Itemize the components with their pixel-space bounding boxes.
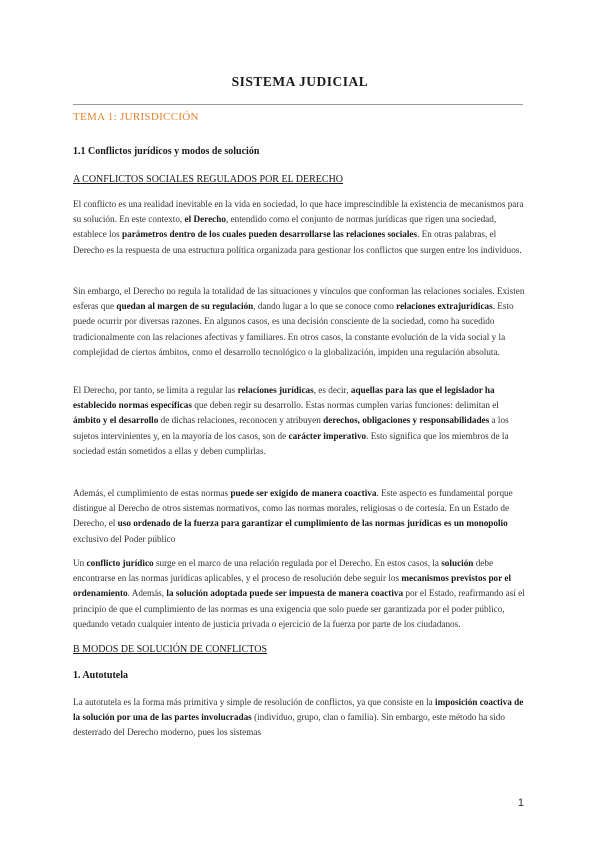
paragraph-5: Un conflicto jurídico surge en el marco de una relación regulada por el Derecho. En estos casos, la solución debe encontrarse en las normas jurídicas aplicables, y el proceso de resolución debe seguir los mecanismos previstos por el ordenamiento. Además, la solución adoptada puede ser impuesta de manera coactiva por el Estado, reafirmando así el principio de que el cumplimiento de las normas es una exigencia que solo puede ser garantizada por el poder público, quedando vetado cualquier intento de justicia privada o ejercicio de la fuerza por parte de los ciudadanos. <box>73 558 525 629</box>
section-heading-a: A CONFLICTOS SOCIALES REGULADOS POR EL DERECHO <box>73 174 344 185</box>
paragraph-3: El Derecho, por tanto, se limita a regular las relaciones jurídicas, es decir, aquellas para las que el legislador ha establecido normas específicas que deben regir su desarrollo. Estas normas cumplen varias funciones: delimitan el ámbito y el desarrollo de dichas relaciones, reconocen y atribuyen derechos, obligaciones y responsabilidades a los sujetos intervinientes y, en la mayoría de los casos, son de carácter imperativo. Esto significa que los miembros de la sociedad están sometidos a ellas y deben cumplirlas. <box>73 385 509 456</box>
tema-heading: TEMA 1: JURISDICCIÓN <box>73 111 199 123</box>
paragraph-6: La autotutela es la forma más primitiva y simple de resolución de conflictos, ya que consiste en la imposición coactiva de la solución por una de las partes involucradas (individuo, grupo, clan o familia). Sin embargo, este método ha sido desterrado del Derecho moderno, pues los sistemas <box>73 697 524 738</box>
paragraph-4: Además, el cumplimiento de estas normas puede ser exigido de manera coactiva. Este aspecto es fundamental porque distingue al Derecho de otros sistemas normativos, como las normas morales, religiosas o de cortesía. En un Estado de Derecho, el uso ordenado de la fuerza para garantizar el cumplimiento de las normas jurídicas es un monopolio exclusivo del Poder público <box>73 488 513 544</box>
section-heading-b: B MODOS DE SOLUCIÓN DE CONFLICTOS <box>73 644 267 655</box>
paragraph-2: Sin embargo, el Derecho no regula la totalidad de las situaciones y vínculos que conforman las relaciones sociales. Existen esferas que quedan al margen de su regulación, dando lugar a lo que se conoce como relaciones extrajurídicas. Esto puede ocurrir por diversas razones. En algunos casos, es una decisión consciente de la sociedad, como ha sucedido tradicionalmente con las relaciones afectivas y familiares. En otros casos, la constante evolución de la vida social y la complejidad de ciertos ámbitos, como el desarrollo tecnológico o la globalización, impiden una regulación absoluta. <box>73 286 525 357</box>
title-divider <box>73 104 523 105</box>
page-number: 1 <box>517 797 524 809</box>
document-title: SISTEMA JUDICIAL <box>231 74 369 89</box>
subsection-heading-autotutela: 1. Autotutela <box>73 670 128 681</box>
paragraph-1: El conflicto es una realidad inevitable en la vida en sociedad, lo que hace imprescindible la existencia de mecanismos para su solución. En este contexto, el Derecho, entendido como el conjunto de normas jurídicas que rigen una sociedad, establece los parámetros dentro de los cuales pueden desarrollarse las relaciones sociales. En otras palabras, el Derecho es la respuesta de una estructura política organizada para gestionar los conflictos que surgen entre los individuos. <box>73 199 524 255</box>
subsection-heading-1-1: 1.1 Conflictos jurídicos y modos de solución <box>73 146 260 157</box>
